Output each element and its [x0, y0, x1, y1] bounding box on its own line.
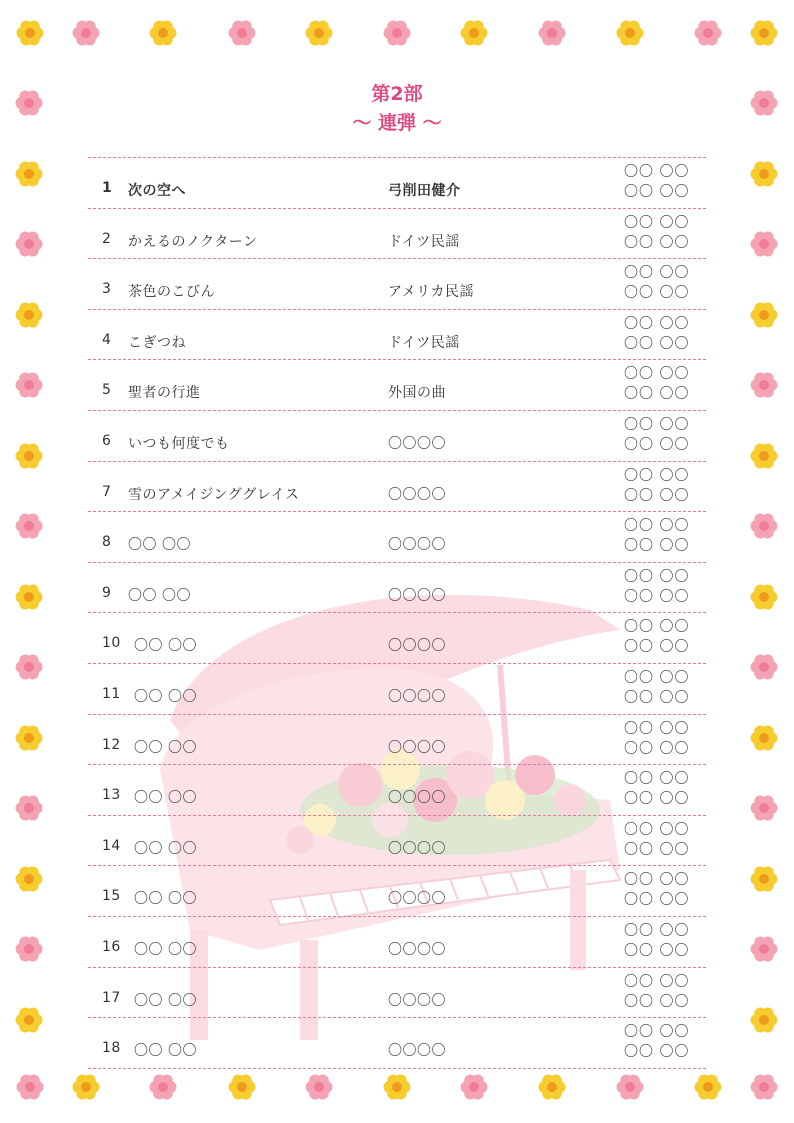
- flower-pink-icon: [749, 652, 779, 682]
- flower-pink-icon: [749, 511, 779, 541]
- performer-name: 〇〇 〇〇: [624, 265, 690, 282]
- flower-yellow-icon: [15, 18, 45, 48]
- program-number: 3: [102, 281, 112, 298]
- flower-pink-icon: [15, 1072, 45, 1102]
- performer-name: 〇〇 〇〇: [624, 619, 690, 636]
- flower-yellow-icon: [148, 18, 178, 48]
- flower-pink-icon: [382, 18, 412, 48]
- program-number: 14: [102, 837, 121, 854]
- flower-yellow-icon: [459, 18, 489, 48]
- flower-yellow-icon: [749, 723, 779, 753]
- performers: [624, 820, 696, 860]
- song-title: 〇〇 〇〇: [134, 992, 197, 1009]
- performers: [624, 972, 696, 1012]
- performer-name: 〇〇 〇〇: [624, 639, 690, 656]
- performer-name: 〇〇 〇〇: [624, 315, 690, 332]
- composer: 〇〇〇〇: [388, 891, 446, 908]
- program-number: 16: [102, 938, 121, 955]
- program-row: [88, 462, 706, 513]
- flower-pink-icon: [71, 18, 101, 48]
- performer-name: 〇〇 〇〇: [624, 588, 690, 605]
- program-row: [88, 715, 706, 766]
- flower-pink-icon: [148, 1072, 178, 1102]
- performer-name: 〇〇 〇〇: [624, 487, 690, 504]
- program-row: [88, 866, 706, 917]
- program-row: [88, 765, 706, 816]
- performer-name: 〇〇 〇〇: [624, 1024, 690, 1041]
- program-number: 5: [102, 382, 112, 399]
- performer-name: 〇〇 〇〇: [624, 1044, 690, 1061]
- song-title: 〇〇 〇〇: [134, 1043, 197, 1060]
- performer-name: 〇〇 〇〇: [624, 740, 690, 757]
- program-row: [88, 158, 706, 209]
- program-heading: [0, 80, 794, 138]
- flower-yellow-icon: [749, 18, 779, 48]
- song-title: 〇〇 〇〇: [134, 840, 197, 857]
- composer: 弓削田健介: [388, 183, 461, 199]
- performer-name: 〇〇 〇〇: [624, 538, 690, 555]
- performer-name: 〇〇 〇〇: [624, 771, 690, 788]
- composer: 外国の曲: [388, 385, 446, 402]
- flower-yellow-icon: [14, 582, 44, 612]
- song-title: 次の空へ: [128, 183, 186, 199]
- program-number: 4: [102, 331, 112, 348]
- performers: [624, 263, 696, 303]
- flower-yellow-icon: [693, 1072, 723, 1102]
- performer-name: 〇〇 〇〇: [624, 467, 690, 484]
- flower-yellow-icon: [14, 723, 44, 753]
- flower-pink-icon: [14, 934, 44, 964]
- flower-pink-icon: [14, 370, 44, 400]
- flower-yellow-icon: [304, 18, 334, 48]
- song-title: 〇〇 〇〇: [134, 739, 197, 756]
- composer: 〇〇〇〇: [388, 840, 446, 857]
- flower-pink-icon: [749, 934, 779, 964]
- composer: 〇〇〇〇: [388, 435, 446, 452]
- song-title: 〇〇 〇〇: [134, 790, 197, 807]
- program-row: [88, 917, 706, 968]
- program-row: [88, 816, 706, 867]
- program-number: 15: [102, 888, 121, 905]
- program-number: 10: [102, 635, 121, 652]
- program-number: 8: [102, 534, 112, 551]
- flower-pink-icon: [14, 793, 44, 823]
- performers: [624, 415, 696, 455]
- composer: 〇〇〇〇: [388, 941, 446, 958]
- flower-yellow-icon: [749, 159, 779, 189]
- program-row: [88, 259, 706, 310]
- performer-name: 〇〇 〇〇: [624, 164, 690, 180]
- flower-pink-icon: [14, 652, 44, 682]
- performers: [624, 516, 696, 556]
- song-title: かえるのノクターン: [128, 233, 258, 250]
- performer-name: 〇〇 〇〇: [624, 669, 690, 686]
- flower-pink-icon: [693, 18, 723, 48]
- program-row: [88, 310, 706, 361]
- performer-name: 〇〇 〇〇: [624, 791, 690, 808]
- performer-name: 〇〇 〇〇: [624, 335, 690, 352]
- flower-yellow-icon: [382, 1072, 412, 1102]
- performer-name: 〇〇 〇〇: [624, 214, 690, 231]
- part-subtitle: ～ 連弾 ～: [352, 112, 442, 134]
- program-number: 12: [102, 736, 121, 753]
- song-title: 〇〇 〇〇: [128, 537, 191, 554]
- song-title: 茶色のこびん: [128, 284, 215, 301]
- program-number: 6: [102, 432, 112, 449]
- flower-yellow-icon: [14, 300, 44, 330]
- program-row: [88, 1018, 706, 1069]
- flower-pink-icon: [749, 370, 779, 400]
- flower-pink-icon: [615, 1072, 645, 1102]
- program-table: [88, 157, 706, 1069]
- performers: [624, 162, 696, 202]
- flower-pink-icon: [14, 511, 44, 541]
- program-number: 17: [102, 989, 121, 1006]
- song-title: 〇〇 〇〇: [128, 587, 191, 604]
- flower-yellow-icon: [227, 1072, 257, 1102]
- flower-pink-icon: [749, 229, 779, 259]
- performer-name: 〇〇 〇〇: [624, 892, 690, 909]
- performer-name: 〇〇 〇〇: [624, 993, 690, 1010]
- composer: 〇〇〇〇: [388, 992, 446, 1009]
- performer-name: 〇〇 〇〇: [624, 234, 690, 251]
- flower-pink-icon: [227, 18, 257, 48]
- composer: 〇〇〇〇: [388, 1043, 446, 1060]
- program-row: [88, 563, 706, 614]
- performer-name: 〇〇 〇〇: [624, 720, 690, 737]
- performer-name: 〇〇 〇〇: [624, 942, 690, 959]
- performer-name: 〇〇 〇〇: [624, 436, 690, 453]
- program-row: [88, 209, 706, 260]
- flower-yellow-icon: [749, 441, 779, 471]
- flower-yellow-icon: [615, 18, 645, 48]
- flower-pink-icon: [749, 793, 779, 823]
- program-row: [88, 512, 706, 563]
- flower-yellow-icon: [749, 864, 779, 894]
- composer: 〇〇〇〇: [388, 537, 446, 554]
- performers: [624, 314, 696, 354]
- composer: 〇〇〇〇: [388, 790, 446, 807]
- performers: [624, 769, 696, 809]
- flower-yellow-icon: [14, 159, 44, 189]
- song-title: いつも何度でも: [128, 435, 230, 452]
- song-title: 〇〇 〇〇: [134, 941, 197, 958]
- flower-yellow-icon: [14, 1005, 44, 1035]
- song-title: 〇〇 〇〇: [134, 638, 197, 655]
- flower-pink-icon: [304, 1072, 334, 1102]
- song-title: こぎつね: [128, 334, 186, 351]
- flower-pink-icon: [14, 229, 44, 259]
- song-title: 〇〇 〇〇: [134, 891, 197, 908]
- performer-name: 〇〇 〇〇: [624, 285, 690, 302]
- flower-pink-icon: [749, 1072, 779, 1102]
- performer-name: 〇〇 〇〇: [624, 416, 690, 433]
- composer: 〇〇〇〇: [388, 486, 446, 503]
- performer-name: 〇〇 〇〇: [624, 973, 690, 990]
- program-row: [88, 613, 706, 664]
- performers: [624, 567, 696, 607]
- flower-pink-icon: [459, 1072, 489, 1102]
- composer: 〇〇〇〇: [388, 688, 446, 705]
- performer-name: 〇〇 〇〇: [624, 518, 690, 535]
- flower-yellow-icon: [749, 582, 779, 612]
- flower-yellow-icon: [749, 300, 779, 330]
- program-row: [88, 968, 706, 1019]
- performer-name: 〇〇 〇〇: [624, 872, 690, 889]
- performers: [624, 870, 696, 910]
- song-title: 雪のアメイジンググレイス: [128, 486, 300, 503]
- song-title: 〇〇 〇〇: [134, 688, 197, 705]
- composer: アメリカ民謡: [388, 284, 475, 301]
- composer: 〇〇〇〇: [388, 587, 446, 604]
- program-row: [88, 360, 706, 411]
- program-number: 9: [102, 584, 112, 601]
- performers: [624, 921, 696, 961]
- program-row: [88, 664, 706, 715]
- composer: ドイツ民謡: [388, 334, 460, 351]
- performers: [624, 617, 696, 657]
- performers: [624, 466, 696, 506]
- performer-name: 〇〇 〇〇: [624, 841, 690, 858]
- flower-yellow-icon: [537, 1072, 567, 1102]
- performer-name: 〇〇 〇〇: [624, 568, 690, 585]
- program-row: [88, 411, 706, 462]
- performer-name: 〇〇 〇〇: [624, 821, 690, 838]
- composer: 〇〇〇〇: [388, 638, 446, 655]
- composer: 〇〇〇〇: [388, 739, 446, 756]
- composer: ドイツ民謡: [388, 233, 460, 250]
- program-number: 13: [102, 787, 121, 804]
- flower-yellow-icon: [71, 1072, 101, 1102]
- flower-yellow-icon: [14, 441, 44, 471]
- program-number: 18: [102, 1040, 121, 1057]
- performer-name: 〇〇 〇〇: [624, 922, 690, 939]
- program-number: 11: [102, 685, 121, 702]
- performer-name: 〇〇 〇〇: [624, 386, 690, 403]
- performer-name: 〇〇 〇〇: [624, 689, 690, 706]
- flower-yellow-icon: [749, 1005, 779, 1035]
- program-number: 2: [102, 230, 112, 247]
- performer-name: 〇〇 〇〇: [624, 366, 690, 383]
- performer-name: 〇〇 〇〇: [624, 184, 690, 200]
- part-title: 第2部: [371, 83, 423, 105]
- program-number: 1: [102, 180, 113, 196]
- flower-yellow-icon: [14, 864, 44, 894]
- song-title: 聖者の行進: [128, 385, 201, 402]
- program-number: 7: [102, 483, 112, 500]
- performers: [624, 719, 696, 759]
- performers: [624, 668, 696, 708]
- performers: [624, 213, 696, 253]
- flower-pink-icon: [537, 18, 567, 48]
- performers: [624, 1022, 696, 1062]
- performers: [624, 364, 696, 404]
